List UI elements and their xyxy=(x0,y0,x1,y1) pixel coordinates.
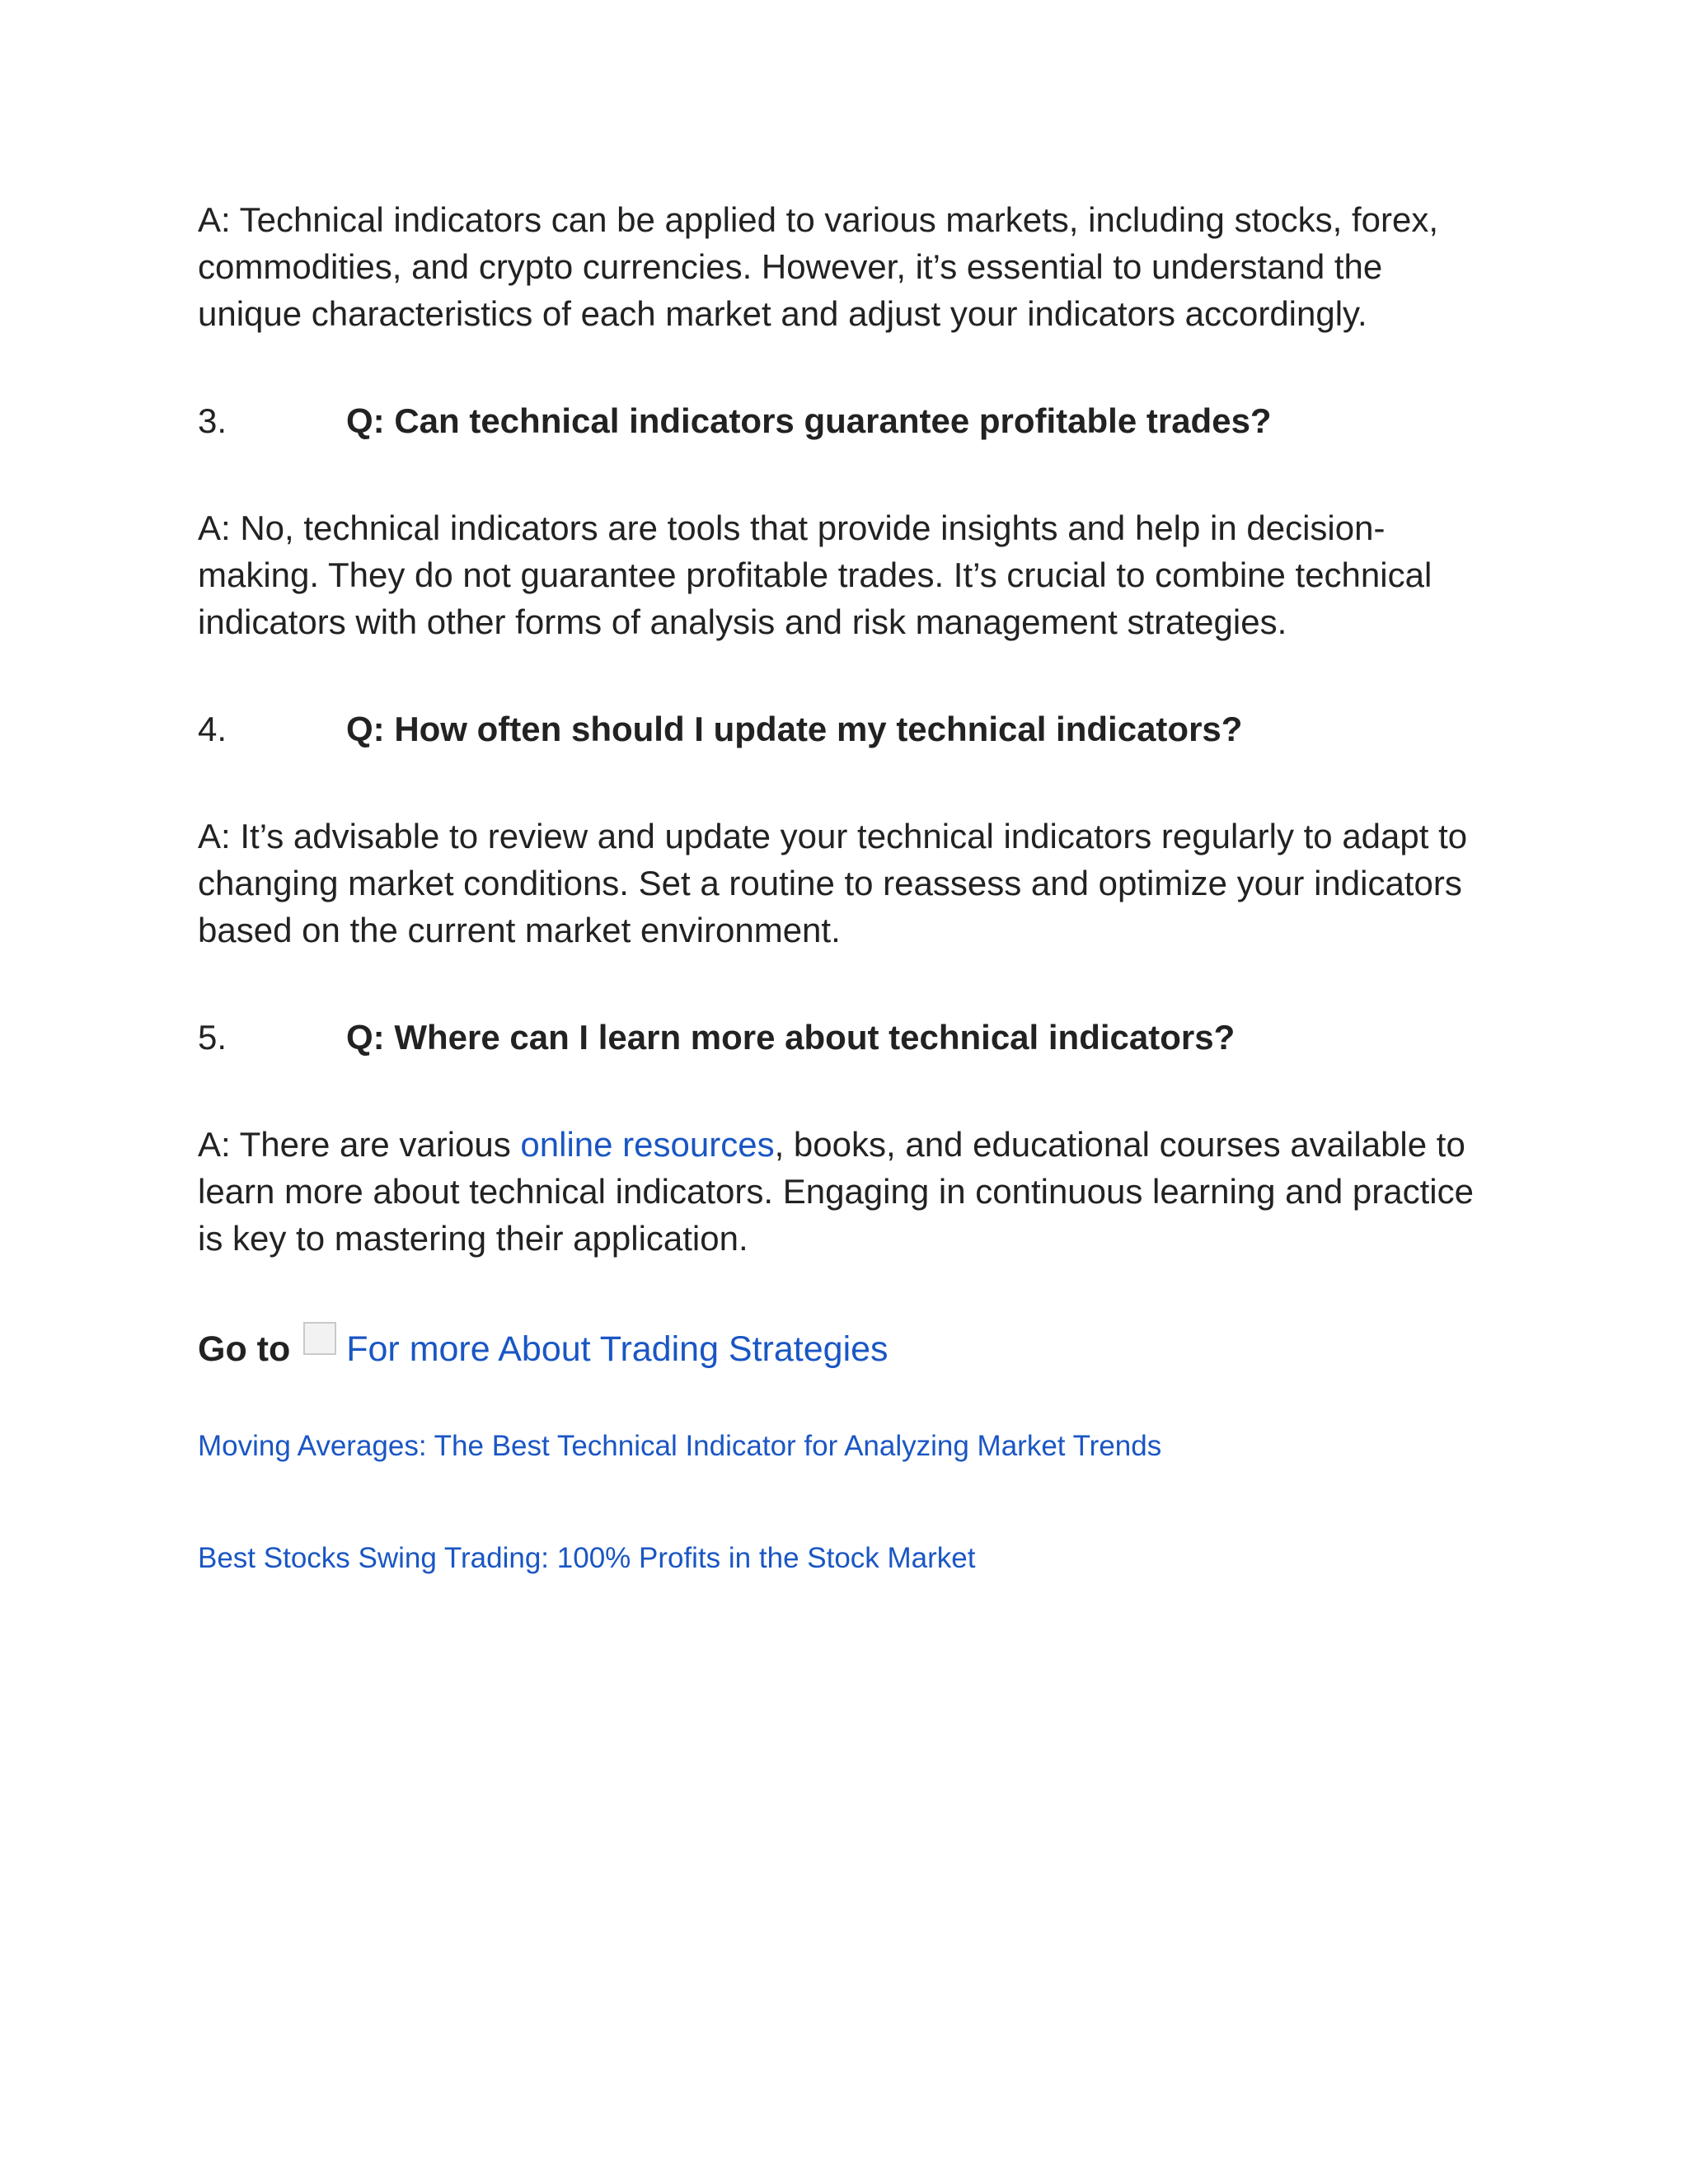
question-5 xyxy=(198,1014,1492,1061)
question-4-text: Q: How often should I update my technical indicators? xyxy=(346,710,1243,748)
answer-5-prefix: A: There are various xyxy=(198,1125,521,1164)
question-5-number: 5. xyxy=(198,1018,227,1057)
document-content xyxy=(198,196,1492,1578)
question-4 xyxy=(198,705,1492,752)
swing-trading-link[interactable]: Best Stocks Swing Trading: 100% Profits in the Stock Market xyxy=(198,1542,976,1574)
goto-label: Go to xyxy=(198,1329,291,1369)
answer-2: A: Technical indicators can be applied to various markets, including stocks, forex, commodities, and crypto currencies. However, it’s essential to understand the unique characteristics of each market and adjust your indicators accordingly. xyxy=(198,200,1438,333)
goto-line xyxy=(198,1324,1492,1374)
answer-5-suffix: , books, and educational courses available to learn more about technical indicators. Engaging in continuous learning and practice is key to mastering their application. xyxy=(198,1125,1474,1258)
answer-5 xyxy=(198,1121,1492,1262)
broken-image-icon xyxy=(303,1322,336,1355)
moving-averages-link[interactable]: Moving Averages: The Best Technical Indicator for Analyzing Market Trends xyxy=(198,1430,1162,1462)
question-3-text: Q: Can technical indicators guarantee profitable trades? xyxy=(346,401,1272,440)
question-3-number: 3. xyxy=(198,401,227,440)
answer-4: A: It’s advisable to review and update your technical indicators regularly to adapt to changing market conditions. Set a routine to reassess and optimize your indicators based on the current market environment. xyxy=(198,817,1468,949)
question-3 xyxy=(198,397,1492,444)
related-link-item xyxy=(198,1427,1492,1466)
question-5-text: Q: Where can I learn more about technical indicators? xyxy=(346,1018,1236,1057)
question-4-number: 4. xyxy=(198,710,227,748)
online-resources-link[interactable]: online resources xyxy=(520,1125,775,1164)
related-link-item xyxy=(198,1539,1492,1578)
answer-3: A: No, technical indicators are tools that provide insights and help in decision-making. They do not guarantee profitable trades. It’s crucial to combine technical indicators with other forms of analysis and risk management strategies. xyxy=(198,509,1432,641)
trading-strategies-link[interactable]: For more About Trading Strategies xyxy=(346,1329,889,1369)
